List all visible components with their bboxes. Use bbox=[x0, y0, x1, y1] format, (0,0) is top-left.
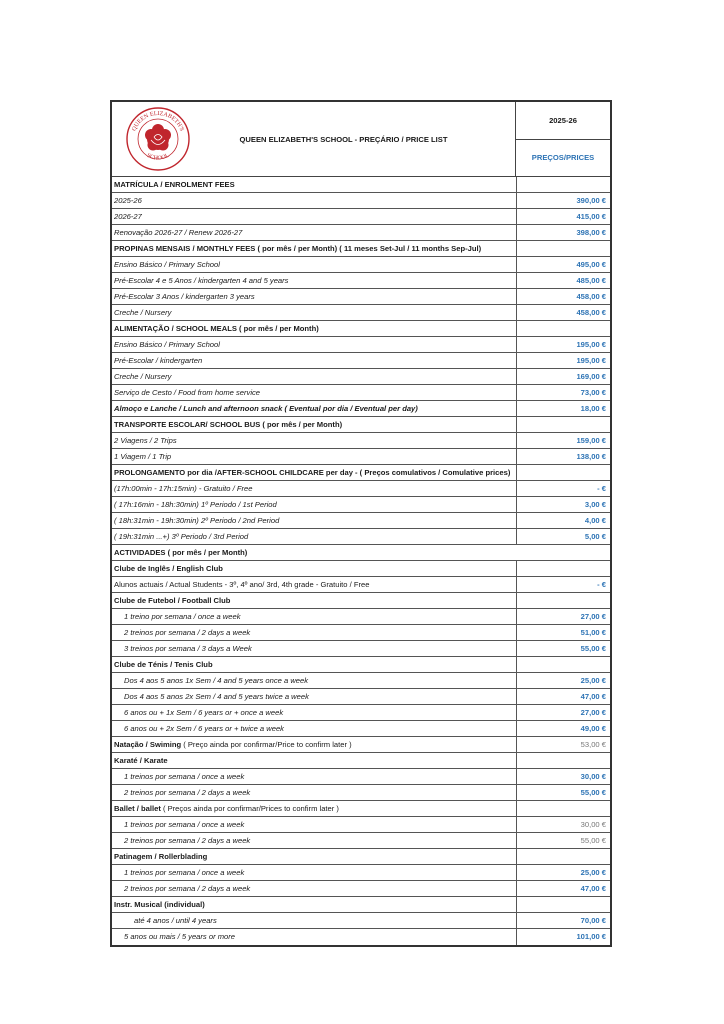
label-text: 2 treinos por semana / 2 days a week bbox=[124, 788, 251, 797]
label-text: Dos 4 aos 5 anos 2x Sem / 4 and 5 years twice a week bbox=[124, 692, 309, 701]
item-label bbox=[112, 913, 516, 928]
section-header-row bbox=[112, 897, 610, 913]
price-row bbox=[112, 449, 610, 465]
label-text: ACTIVIDADES ( por mês / per Month) bbox=[114, 548, 248, 557]
price-value: 25,00 € bbox=[516, 865, 610, 880]
label-text: 2 treinos por semana / 2 days a week bbox=[124, 628, 251, 637]
label-text: 2 Viagens / 2 Trips bbox=[114, 436, 177, 445]
price-value: 495,00 € bbox=[516, 257, 610, 272]
section-title bbox=[112, 849, 516, 864]
header-left bbox=[112, 102, 516, 176]
price-row bbox=[112, 913, 610, 929]
price-value: 70,00 € bbox=[516, 913, 610, 928]
item-label bbox=[112, 385, 516, 400]
label-text: MATRÍCULA / ENROLMENT FEES bbox=[114, 180, 235, 189]
section-header-row bbox=[112, 561, 610, 577]
price-cell-empty bbox=[516, 177, 610, 192]
price-value: 27,00 € bbox=[516, 609, 610, 624]
price-rows bbox=[112, 177, 610, 945]
label-text: 2026-27 bbox=[114, 212, 142, 221]
label-text: 6 anos ou + 1x Sem / 6 years or + once a week bbox=[124, 708, 284, 717]
item-label bbox=[112, 337, 516, 352]
section-title bbox=[112, 177, 516, 192]
section-title bbox=[112, 561, 516, 576]
price-value: 55,00 € bbox=[516, 641, 610, 656]
price-value: 101,00 € bbox=[516, 929, 610, 945]
price-value: 195,00 € bbox=[516, 337, 610, 352]
label-text: ( 19h:31min ...+) 3º Periodo / 3rd Period bbox=[114, 532, 249, 541]
price-row bbox=[112, 225, 610, 241]
price-cell-empty bbox=[516, 849, 610, 864]
item-label bbox=[112, 481, 516, 496]
label-text: ( 18h:31min - 19h:30min) 2º Periodo / 2nd Period bbox=[114, 516, 280, 525]
price-cell-empty bbox=[516, 897, 610, 912]
price-row bbox=[112, 193, 610, 209]
item-label bbox=[112, 273, 516, 288]
svg-text:SCHOOL: SCHOOL bbox=[145, 152, 171, 162]
item-label bbox=[112, 785, 516, 800]
item-label bbox=[112, 353, 516, 368]
price-row bbox=[112, 817, 610, 833]
item-label bbox=[112, 193, 516, 208]
svg-text:QUEEN ELIZABETH'S: QUEEN ELIZABETH'S bbox=[131, 110, 185, 133]
label-text: Pré-Escolar / kindergarten bbox=[114, 356, 203, 365]
section-header-row bbox=[112, 465, 610, 481]
section-header-row bbox=[112, 657, 610, 673]
section-title bbox=[112, 241, 516, 256]
item-label bbox=[112, 257, 516, 272]
section-header-row bbox=[112, 849, 610, 865]
item-label bbox=[112, 769, 516, 784]
item-label bbox=[112, 817, 516, 832]
label-text: até 4 anos / until 4 years bbox=[134, 916, 217, 925]
price-row bbox=[112, 929, 610, 945]
price-list-header bbox=[112, 102, 610, 177]
item-label bbox=[112, 497, 516, 512]
item-label bbox=[112, 401, 516, 416]
price-row bbox=[112, 369, 610, 385]
price-row bbox=[112, 529, 610, 545]
year-label: 2025-26 bbox=[516, 102, 610, 140]
header-right bbox=[516, 102, 610, 176]
item-label bbox=[112, 513, 516, 528]
price-row bbox=[112, 385, 610, 401]
price-list-sheet bbox=[110, 100, 612, 947]
section-header-row bbox=[112, 753, 610, 769]
label-text: 2 treinos por semana / 2 days a week bbox=[124, 884, 251, 893]
price-value: 27,00 € bbox=[516, 705, 610, 720]
price-row bbox=[112, 705, 610, 721]
section-title bbox=[112, 753, 516, 768]
label-text: Instr. Musical (individual) bbox=[114, 900, 205, 909]
price-row bbox=[112, 513, 610, 529]
price-cell-empty bbox=[516, 753, 610, 768]
item-label bbox=[112, 225, 516, 240]
price-row bbox=[112, 257, 610, 273]
prices-label: PREÇOS/PRICES bbox=[531, 153, 595, 163]
price-row bbox=[112, 625, 610, 641]
section-title bbox=[112, 593, 516, 608]
item-label bbox=[112, 881, 516, 896]
label-text: 2025-26 bbox=[114, 196, 142, 205]
price-row bbox=[112, 337, 610, 353]
price-row bbox=[112, 209, 610, 225]
price-row bbox=[112, 769, 610, 785]
price-cell-empty bbox=[516, 465, 610, 480]
price-row bbox=[112, 721, 610, 737]
label-text: PROLONGAMENTO por dia /AFTER-SCHOOL CHILDCARE per day - ( Preços comulativos / Comulative prices) bbox=[114, 468, 511, 477]
school-logo bbox=[124, 105, 192, 173]
price-cell-empty bbox=[516, 801, 610, 816]
price-cell-empty bbox=[516, 561, 610, 576]
section-title bbox=[112, 801, 516, 816]
label-text: ( 17h:16min - 18h:30min) 1º Periodo / 1st Period bbox=[114, 500, 277, 509]
price-cell-empty bbox=[516, 593, 610, 608]
price-value: 390,00 € bbox=[516, 193, 610, 208]
section-header-row bbox=[112, 241, 610, 257]
label-text: Natação / Swiming bbox=[114, 740, 182, 749]
label-text: Ensino Básico / Primary School bbox=[114, 340, 220, 349]
price-row bbox=[112, 289, 610, 305]
price-value: 47,00 € bbox=[516, 881, 610, 896]
item-label bbox=[112, 305, 516, 320]
label-text: (17h:00min - 17h:15min) - Gratuito / Free bbox=[114, 484, 253, 493]
section-header-row bbox=[112, 321, 610, 337]
item-label bbox=[112, 641, 516, 656]
label-text: 1 treinos por semana / once a week bbox=[124, 868, 245, 877]
price-cell-empty bbox=[516, 321, 610, 336]
price-value: 169,00 € bbox=[516, 369, 610, 384]
label-text: 6 anos ou + 2x Sem / 6 years or + twice a week bbox=[124, 724, 284, 733]
price-value: 18,00 € bbox=[516, 401, 610, 416]
label-text: 1 Viagem / 1 Trip bbox=[114, 452, 172, 461]
label-text: Serviço de Cesto / Food from home service bbox=[114, 388, 261, 397]
section-header-row bbox=[112, 801, 610, 817]
label-text: Alunos actuais / Actual Students - 3º, 4º ano/ 3rd, 4th grade - Gratuito / Free bbox=[114, 580, 370, 589]
price-row bbox=[112, 673, 610, 689]
label-text: Renovação 2026-27 / Renew 2026-27 bbox=[114, 228, 243, 237]
label-text: Clube de Ténis / Tenis Club bbox=[114, 660, 213, 669]
label-text: Clube de Futebol / Football Club bbox=[114, 596, 231, 605]
label-text: Karaté / Karate bbox=[114, 756, 168, 765]
price-cell-empty bbox=[516, 417, 610, 432]
label-text: Ballet / ballet bbox=[114, 804, 161, 813]
item-label bbox=[112, 625, 516, 640]
item-label bbox=[112, 369, 516, 384]
price-value: 73,00 € bbox=[516, 385, 610, 400]
label-text: 3 treinos por semana / 3 days a Week bbox=[124, 644, 252, 653]
price-value: - € bbox=[516, 577, 610, 592]
label-text: 5 anos ou mais / 5 years or more bbox=[124, 932, 236, 941]
price-value: 30,00 € bbox=[516, 769, 610, 784]
section-header-row bbox=[112, 177, 610, 193]
label-text: Creche / Nursery bbox=[114, 372, 172, 381]
label-text: ALIMENTAÇÃO / SCHOOL MEALS ( por mês / per Month) bbox=[114, 324, 319, 333]
section-header-row bbox=[112, 593, 610, 609]
price-row bbox=[112, 833, 610, 849]
item-label bbox=[112, 289, 516, 304]
label-text: 1 treino por semana / once a week bbox=[124, 612, 241, 621]
label-text: Pré-Escolar 3 Anos / kindergarten 3 years bbox=[114, 292, 255, 301]
item-label bbox=[112, 577, 516, 592]
section-title bbox=[112, 897, 516, 912]
price-value: 159,00 € bbox=[516, 433, 610, 448]
price-value: 55,00 € bbox=[516, 833, 610, 848]
price-row bbox=[112, 401, 610, 417]
price-value: 458,00 € bbox=[516, 305, 610, 320]
price-row bbox=[112, 641, 610, 657]
price-row bbox=[112, 865, 610, 881]
item-label bbox=[112, 529, 516, 544]
page-title: QUEEN ELIZABETH'S SCHOOL - PREÇÁRIO / PRICE LIST bbox=[239, 134, 448, 144]
label-text: 1 treinos por semana / once a week bbox=[124, 820, 245, 829]
label-text: 1 treinos por semana / once a week bbox=[124, 772, 245, 781]
price-value: 49,00 € bbox=[516, 721, 610, 736]
section-title bbox=[112, 321, 516, 336]
section-header-row bbox=[112, 545, 610, 561]
label-text: TRANSPORTE ESCOLAR/ SCHOOL BUS ( por mês / per Month) bbox=[114, 420, 343, 429]
item-label bbox=[112, 721, 516, 736]
price-value: 195,00 € bbox=[516, 353, 610, 368]
price-value: 485,00 € bbox=[516, 273, 610, 288]
price-row bbox=[112, 881, 610, 897]
price-row bbox=[112, 785, 610, 801]
item-label bbox=[112, 209, 516, 224]
label-text: Pré-Escolar 4 e 5 Anos / kindergarten 4 and 5 years bbox=[114, 276, 289, 285]
section-title bbox=[112, 737, 516, 752]
label-note: ( Preço ainda por confirmar/Price to confirm later ) bbox=[181, 740, 352, 749]
price-row bbox=[112, 689, 610, 705]
section-title bbox=[112, 465, 516, 480]
label-text: Patinagem / Rollerblading bbox=[114, 852, 208, 861]
price-value: 138,00 € bbox=[516, 449, 610, 464]
section-title bbox=[112, 417, 516, 432]
price-value: 51,00 € bbox=[516, 625, 610, 640]
item-label bbox=[112, 705, 516, 720]
item-label bbox=[112, 929, 516, 945]
price-value: 47,00 € bbox=[516, 689, 610, 704]
price-value: 5,00 € bbox=[516, 529, 610, 544]
price-value: 53,00 € bbox=[516, 737, 610, 752]
price-row bbox=[112, 433, 610, 449]
price-row bbox=[112, 577, 610, 593]
label-note: ( Preços ainda por confirmar/Prices to confirm later ) bbox=[160, 804, 339, 813]
section-title bbox=[112, 545, 610, 560]
section-header-row bbox=[112, 737, 610, 753]
price-value: 4,00 € bbox=[516, 513, 610, 528]
price-value: 458,00 € bbox=[516, 289, 610, 304]
price-value: 30,00 € bbox=[516, 817, 610, 832]
item-label bbox=[112, 689, 516, 704]
item-label bbox=[112, 609, 516, 624]
label-text: Ensino Básico / Primary School bbox=[114, 260, 220, 269]
price-row bbox=[112, 353, 610, 369]
price-value: - € bbox=[516, 481, 610, 496]
label-text: PROPINAS MENSAIS / MONTHLY FEES ( por mês / per Month) ( 11 meses Set-Jul / 11 months Sep-Jul) bbox=[114, 244, 482, 253]
price-value: 25,00 € bbox=[516, 673, 610, 688]
label-text: 2 treinos por semana / 2 days a week bbox=[124, 836, 251, 845]
item-label bbox=[112, 449, 516, 464]
item-label bbox=[112, 433, 516, 448]
price-cell-empty bbox=[516, 241, 610, 256]
price-row bbox=[112, 609, 610, 625]
label-text: Almoço e Lanche / Lunch and afternoon snack ( Eventual por dia / Eventual per day) bbox=[114, 404, 418, 413]
label-text: Clube de Inglês / English Club bbox=[114, 564, 223, 573]
price-row bbox=[112, 305, 610, 321]
price-value: 55,00 € bbox=[516, 785, 610, 800]
item-label bbox=[112, 865, 516, 880]
section-title bbox=[112, 657, 516, 672]
price-row bbox=[112, 497, 610, 513]
price-value: 398,00 € bbox=[516, 225, 610, 240]
label-text: Creche / Nursery bbox=[114, 308, 172, 317]
label-text: Dos 4 aos 5 anos 1x Sem / 4 and 5 years once a week bbox=[124, 676, 309, 685]
item-label bbox=[112, 673, 516, 688]
section-header-row bbox=[112, 417, 610, 433]
price-cell-empty bbox=[516, 657, 610, 672]
price-value: 3,00 € bbox=[516, 497, 610, 512]
price-row bbox=[112, 481, 610, 497]
price-row bbox=[112, 273, 610, 289]
price-value: 415,00 € bbox=[516, 209, 610, 224]
item-label bbox=[112, 833, 516, 848]
